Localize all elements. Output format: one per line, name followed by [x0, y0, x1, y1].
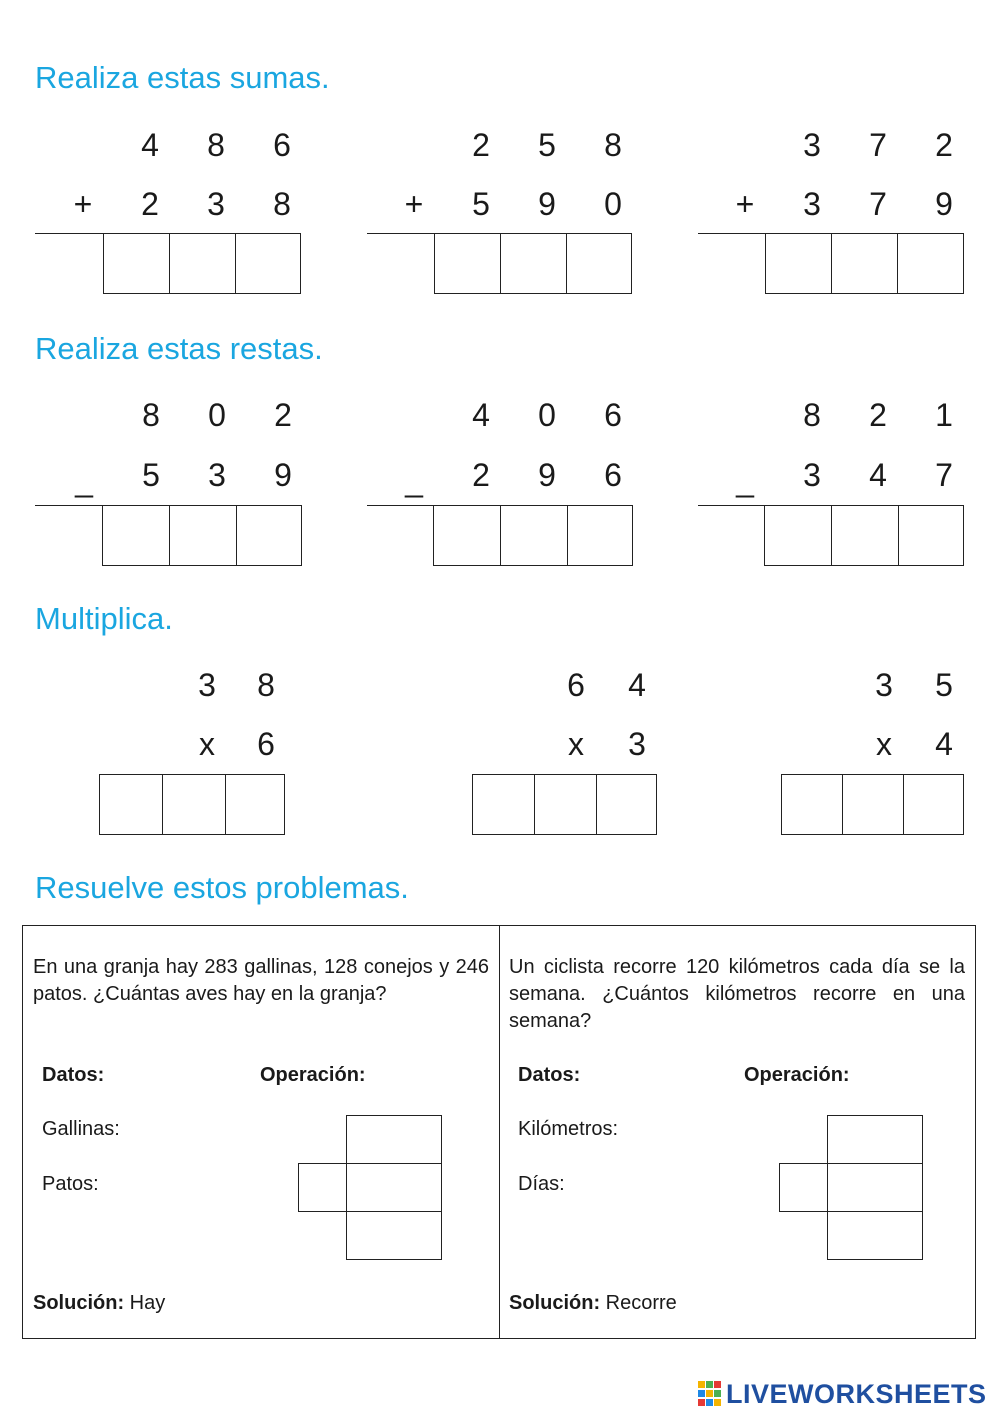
digit: 3	[207, 186, 225, 222]
field-label-patos: Patos:	[42, 1173, 99, 1195]
result-line	[35, 505, 103, 506]
answer-box[interactable]	[903, 774, 964, 835]
digit: 2	[274, 397, 292, 433]
operation-box-middle[interactable]	[346, 1163, 442, 1212]
answer-box[interactable]	[897, 233, 964, 294]
solution-line	[509, 1290, 677, 1316]
times-sign: x	[876, 726, 892, 762]
digit: 3	[208, 457, 226, 493]
answer-box[interactable]	[472, 774, 535, 835]
answer-box[interactable]	[102, 505, 170, 566]
operacion-label: Operación:	[260, 1064, 366, 1086]
operation-sign-box[interactable]	[779, 1163, 828, 1212]
answer-box[interactable]	[567, 505, 633, 566]
field-label-kilometros: Kilómetros:	[518, 1118, 619, 1140]
digit: 0	[208, 397, 226, 433]
digit: 8	[257, 667, 275, 703]
problem-panel-2	[499, 925, 976, 1339]
digit: 8	[207, 127, 225, 163]
problem-panel-1	[22, 925, 500, 1339]
minus-sign: _	[405, 462, 423, 498]
answer-box[interactable]	[842, 774, 904, 835]
digit: 0	[538, 397, 556, 433]
digit: 3	[803, 127, 821, 163]
digit: 8	[803, 397, 821, 433]
answer-box[interactable]	[831, 233, 898, 294]
digit: 3	[803, 457, 821, 493]
answer-box[interactable]	[434, 233, 501, 294]
digit: 4	[472, 397, 490, 433]
digit: 4	[869, 457, 887, 493]
digit: 8	[273, 186, 291, 222]
digit: 6	[257, 726, 275, 762]
answer-box[interactable]	[500, 233, 567, 294]
answer-box[interactable]	[433, 505, 501, 566]
logo-text: LIVEWORKSHEETS	[726, 1378, 987, 1409]
digit: 2	[141, 186, 159, 222]
digit: 7	[869, 186, 887, 222]
datos-label: Datos:	[518, 1064, 581, 1086]
answer-box[interactable]	[235, 233, 301, 294]
answer-box[interactable]	[534, 774, 597, 835]
operation-box-middle[interactable]	[827, 1163, 923, 1212]
digit: 2	[869, 397, 887, 433]
plus-sign: +	[735, 186, 755, 222]
times-sign: x	[568, 726, 584, 762]
operacion-label: Operación:	[744, 1064, 850, 1086]
digit: 5	[538, 127, 556, 163]
datos-label: Datos:	[42, 1064, 105, 1086]
problem-text: Un ciclista recorre 120 kilómetros cada día se la semana. ¿Cuántos kilómetros recorre en una semana?	[509, 956, 965, 1032]
heading-multiply: Multiplica.	[35, 601, 173, 636]
digit: 3	[198, 667, 216, 703]
answer-box[interactable]	[764, 505, 832, 566]
result-line	[698, 505, 765, 506]
answer-box[interactable]	[169, 233, 236, 294]
digit: 4	[628, 667, 646, 703]
digit: 4	[935, 726, 953, 762]
answer-box[interactable]	[765, 233, 832, 294]
heading-subtractions: Realiza estas restas.	[35, 331, 323, 366]
operation-box-top[interactable]	[827, 1115, 923, 1164]
digit: 9	[538, 457, 556, 493]
field-label-dias: Días:	[518, 1173, 565, 1195]
answer-box[interactable]	[99, 774, 163, 835]
plus-sign: +	[73, 186, 93, 222]
minus-sign: _	[736, 462, 754, 498]
operation-box-top[interactable]	[346, 1115, 442, 1164]
answer-box[interactable]	[566, 233, 632, 294]
digit: 6	[567, 667, 585, 703]
digit: 6	[604, 397, 622, 433]
operation-sign-box[interactable]	[298, 1163, 347, 1212]
liveworksheets-logo-icon	[698, 1381, 722, 1407]
digit: 9	[538, 186, 556, 222]
heading-sums: Realiza estas sumas.	[35, 60, 330, 95]
operation-box-result[interactable]	[346, 1211, 442, 1260]
result-line	[367, 233, 434, 234]
digit: 9	[274, 457, 292, 493]
digit: 7	[869, 127, 887, 163]
solution-text: Hay	[129, 1292, 166, 1314]
answer-box[interactable]	[596, 774, 657, 835]
solution-text: Recorre	[605, 1292, 677, 1314]
digit: 0	[604, 186, 622, 222]
answer-box[interactable]	[236, 505, 302, 566]
answer-box[interactable]	[831, 505, 899, 566]
digit: 6	[273, 127, 291, 163]
plus-sign: +	[404, 186, 424, 222]
operation-box-result[interactable]	[827, 1211, 923, 1260]
answer-box[interactable]	[169, 505, 237, 566]
liveworksheets-logo[interactable]	[698, 1378, 987, 1410]
answer-box[interactable]	[225, 774, 285, 835]
digit: 1	[935, 397, 953, 433]
digit: 8	[604, 127, 622, 163]
answer-box[interactable]	[103, 233, 170, 294]
field-label-gallinas: Gallinas:	[42, 1118, 120, 1140]
digit: 4	[141, 127, 159, 163]
digit: 6	[604, 457, 622, 493]
digit: 5	[142, 457, 160, 493]
digit: 3	[875, 667, 893, 703]
solution-line	[33, 1290, 165, 1316]
digit: 2	[472, 127, 490, 163]
heading-problems: Resuelve estos problemas.	[35, 870, 409, 905]
answer-box[interactable]	[898, 505, 964, 566]
solution-label: Solución:	[33, 1292, 125, 1314]
digit: 3	[803, 186, 821, 222]
digit: 8	[142, 397, 160, 433]
digit: 2	[472, 457, 490, 493]
problem-text: En una granja hay 283 gallinas, 128 conejos y 246 patos. ¿Cuántas aves hay en la granja?	[33, 956, 489, 1005]
answer-box[interactable]	[500, 505, 568, 566]
result-line	[367, 505, 434, 506]
digit: 5	[935, 667, 953, 703]
digit: 3	[628, 726, 646, 762]
minus-sign: _	[75, 462, 93, 498]
digit: 7	[935, 457, 953, 493]
digit: 9	[935, 186, 953, 222]
times-sign: x	[199, 726, 215, 762]
solution-label: Solución:	[509, 1292, 601, 1314]
answer-box[interactable]	[162, 774, 226, 835]
digit: 5	[472, 186, 490, 222]
digit: 2	[935, 127, 953, 163]
result-line	[35, 233, 103, 234]
answer-box[interactable]	[781, 774, 843, 835]
result-line	[698, 233, 765, 234]
